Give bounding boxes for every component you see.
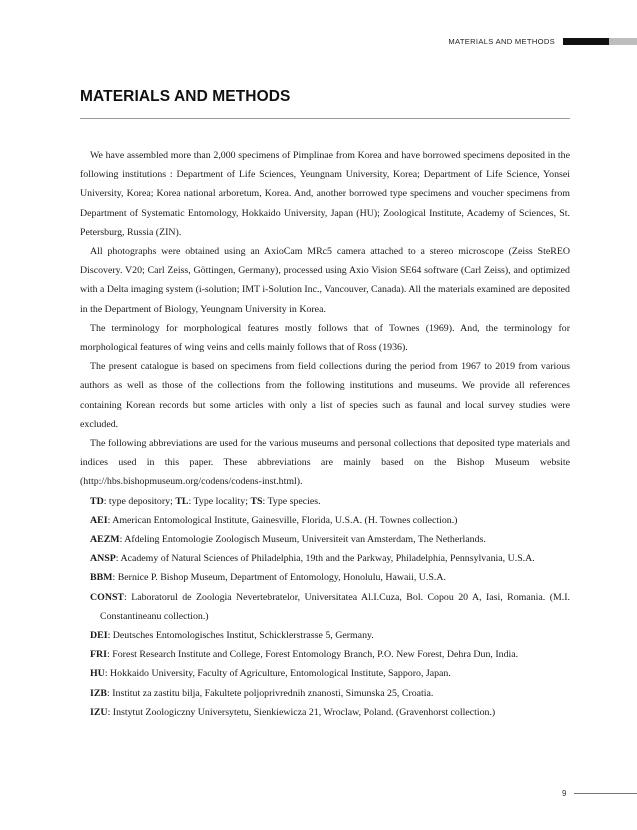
abbr-text: : Forest Research Institute and College, Forest Entomology Branch, P.O. New Forest, Dehra Dun, India. xyxy=(107,649,519,661)
abbr-text: : Hokkaido University, Faculty of Agriculture, Entomological Institute, Sapporo, Japan. xyxy=(104,668,451,680)
type-abbreviations xyxy=(80,492,570,511)
abbr-text: : Type species. xyxy=(262,495,321,507)
abbreviation-item xyxy=(80,684,570,703)
abbreviation-item xyxy=(80,549,570,568)
running-header-text: MATERIALS AND METHODS xyxy=(448,37,555,46)
paragraph: The present catalogue is based on specimens from field collections during the period from 1967 to 2019 from various authors as well as those of the collections from the following institutions and museums. We provide all references containing Korean records but some articles with only a list of species such as faunal and local survey studies were excluded. xyxy=(80,361,570,430)
section-title: MATERIALS AND METHODS xyxy=(80,88,291,105)
abbr-key: FRI xyxy=(90,649,108,661)
abbr-text: : Instytut Zoologiczny Universytetu, Sienkiewicza 21, Wroclaw, Poland. (Gravenhorst collection.) xyxy=(107,706,496,718)
abbr-text: : Afdeling Entomologie Zoologisch Museum, Universiteit van Amsterdam, The Netherlands. xyxy=(119,534,486,546)
abbr-text: : Type locality; xyxy=(188,495,251,507)
paragraph: The terminology for morphological features mostly follows that of Townes (1969). And, the terminology for morphological features of wing veins and cells mainly follows that of Ross (1936). xyxy=(80,322,570,354)
abbreviation-item xyxy=(80,626,570,645)
paragraph: We have assembled more than 2,000 specimens of Pimplinae from Korea and have borrowed specimens deposited in the following institutions : Department of Life Sciences, Yeungnam University, Korea; Department of Life Science, Yonsei University, Korea; Korea national arboretum, Korea. And, another borrowed type specimens and voucher specimens from Department of Systematic Entomology, Hokkaido University, Japan (HU); Zoological Institute, Academy of Sciences, St. Petersburg, Russia (ZIN). xyxy=(80,150,570,238)
abbr-key: ANSP xyxy=(90,553,116,565)
abbreviation-item xyxy=(80,645,570,664)
abbr-key: IZU xyxy=(90,706,108,718)
abbreviation-item xyxy=(80,511,570,530)
paragraph: All photographs were obtained using an AxioCam MRc5 camera attached to a stereo microscope (Zeiss SteREO Discovery. V20; Carl Zeiss, Göttingen, Germany), processed using Axio Vision SE64 software (Carl Zeiss), and optimized with a Delta imaging system (i-solution; IMT i-Solution Inc., Vancouver, Canada). All the materials examined are deposited in the Department of Biology, Yeungnam University in Korea. xyxy=(80,246,570,315)
abbr-text: : American Entomological Institute, Gainesville, Florida, U.S.A. (H. Townes collection.) xyxy=(107,514,458,526)
abbr-key: TL xyxy=(175,495,189,507)
running-header xyxy=(448,37,637,46)
abbreviation-list xyxy=(80,492,570,722)
abbr-text: : type depository; xyxy=(103,495,176,507)
abbreviation-item xyxy=(80,568,570,587)
abbr-key: CONST xyxy=(90,591,125,603)
abbr-key: IZB xyxy=(90,687,108,699)
abbr-key: BBM xyxy=(90,572,113,584)
body-text xyxy=(80,146,570,722)
abbreviation-item xyxy=(80,664,570,683)
header-bar-light xyxy=(609,38,637,45)
paragraph: The following abbreviations are used for the various museums and personal collections that deposited type materials and indices used in this paper. These abbreviations are mainly based on the Bishop Museum website (http://hbs.bishopmuseum.org/codens/codens-inst.html). xyxy=(80,438,570,488)
footer-rule xyxy=(574,793,637,794)
abbr-text: : Bernice P. Bishop Museum, Department of Entomology, Honolulu, Hawaii, U.S.A. xyxy=(112,572,446,584)
page-footer xyxy=(562,789,637,798)
page-number: 9 xyxy=(562,789,567,798)
abbreviation-item xyxy=(80,530,570,549)
abbr-text: : Deutsches Entomologisches Institut, Schicklerstrasse 5, Germany. xyxy=(107,630,374,642)
abbr-key: AEZM xyxy=(90,534,120,546)
header-bar-dark xyxy=(563,38,609,45)
abbr-text: : Academy of Natural Sciences of Philadelphia, 19th and the Parkway, Philadelphia, Pennsylvania, U.S.A. xyxy=(115,553,535,565)
title-divider xyxy=(80,118,570,119)
abbr-text: : Institut za zastitu bilja, Fakultete poljoprivrednih znanosti, Simunska 25, Croatia. xyxy=(107,687,434,699)
abbreviation-item xyxy=(80,703,570,722)
abbr-text: : Laboratorul de Zoologia Nevertebratelor, Universitatea Al.I.Cuza, Bol. Copou 20 A, Iasi, Romania. (M.I. Constantineanu collection.) xyxy=(100,591,570,622)
abbreviation-item xyxy=(80,588,570,626)
abbr-key: DEI xyxy=(90,630,108,642)
abbr-key: TS xyxy=(250,495,263,507)
abbr-key: HU xyxy=(90,668,105,680)
abbr-key: TD xyxy=(90,495,104,507)
abbr-key: AEI xyxy=(90,514,108,526)
